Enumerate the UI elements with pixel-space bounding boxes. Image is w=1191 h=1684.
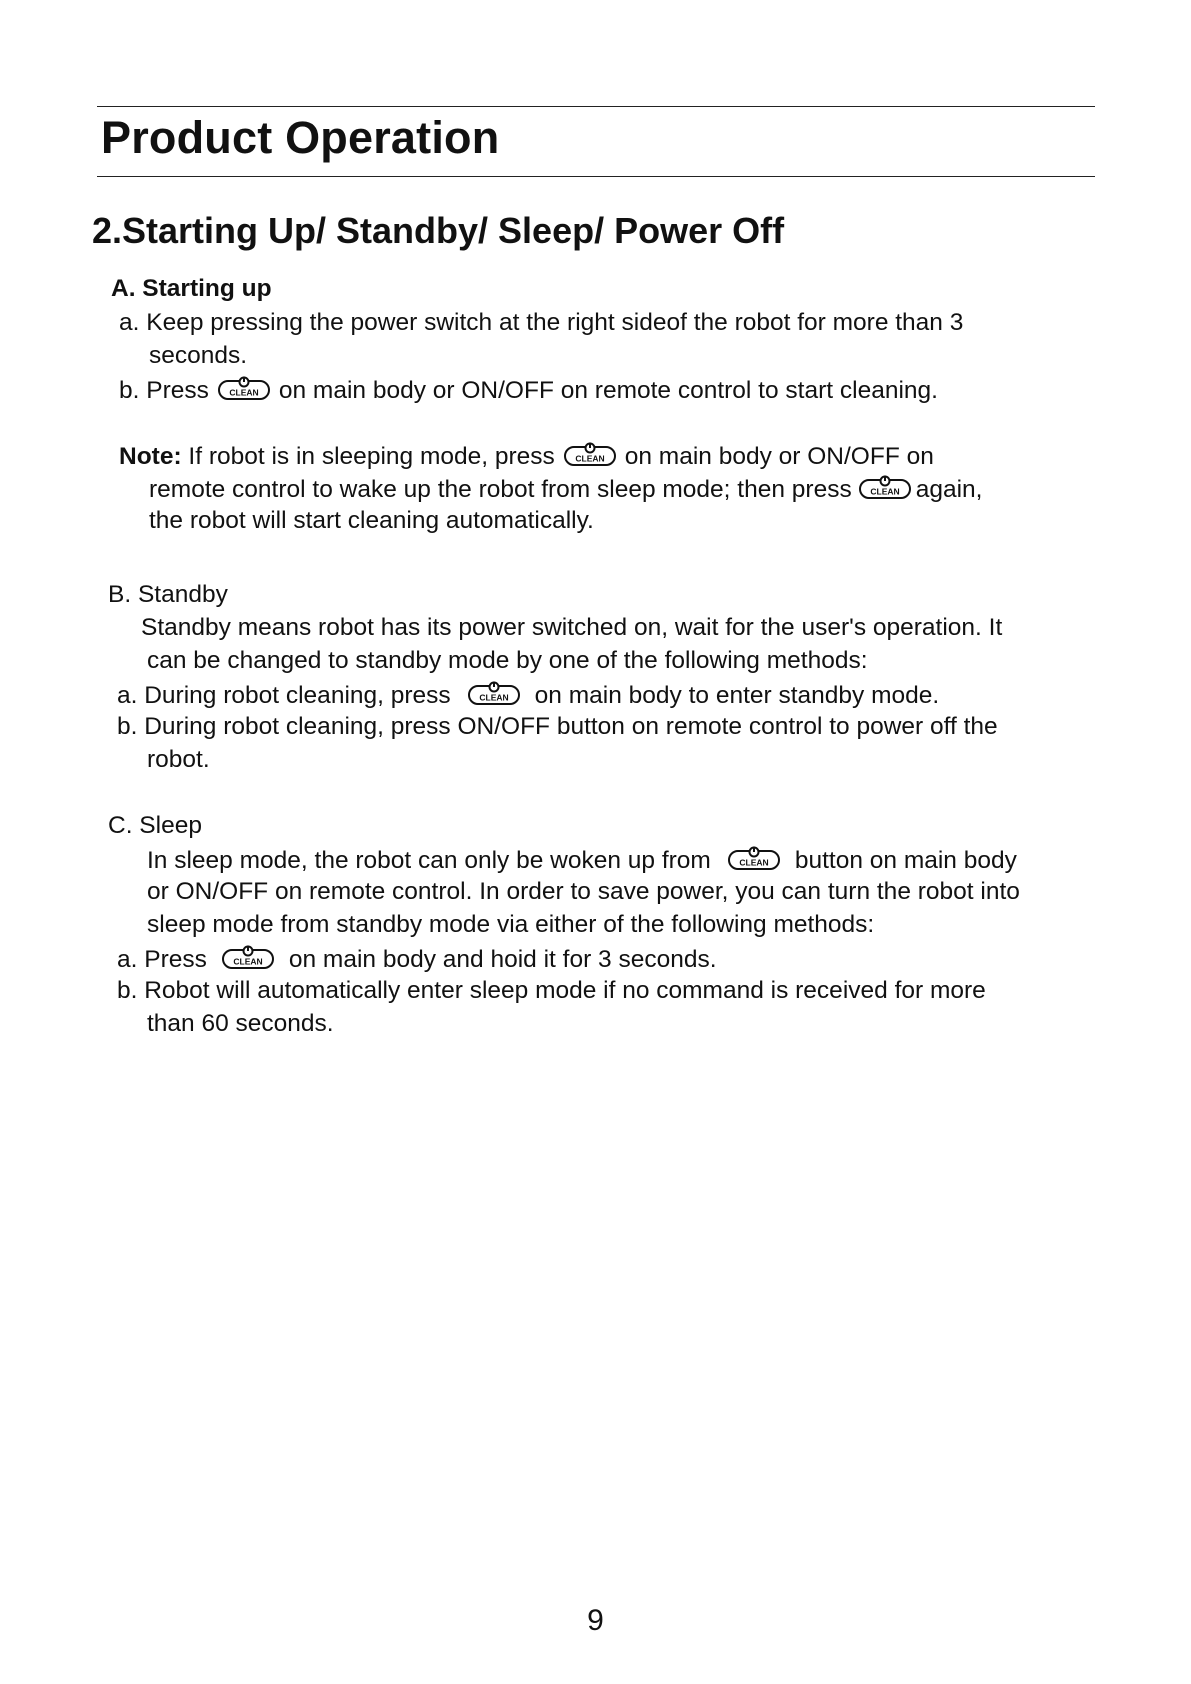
sleep-desc-2: or ON/OFF on remote control. In order to save power, you can turn the robot into [147,878,1020,905]
clean-button-icon [727,844,781,872]
page-number: 9 [587,1604,604,1637]
sleep-desc-1: In sleep mode, the robot can only be woken up from button on main body [147,844,1017,876]
top-rule [97,106,1095,107]
sleep-step-a: a. Press on main body and hoid it for 3 seconds. [117,943,717,975]
note-line-3: the robot will start cleaning automatically. [149,507,594,534]
clean-button-icon [858,473,912,501]
standby-step-a: a. During robot cleaning, press on main body to enter standby mode. [117,679,939,711]
clean-button-icon [221,943,275,971]
page-title: Product Operation [101,112,500,163]
note-label: Note: [119,443,182,470]
standby-step-b: b. During robot cleaning, press ON/OFF button on remote control to power off the [117,713,998,740]
title-underline [97,176,1095,177]
clean-button-icon [563,440,617,468]
clean-button-icon [217,374,271,402]
starting-up-step-a-cont: seconds. [149,342,248,369]
standby-desc-2: can be changed to standby mode by one of the following methods: [147,647,868,674]
starting-up-heading: A. Starting up [111,275,272,302]
starting-up-step-b: b. Press on main body or ON/OFF on remote control to start cleaning. [119,374,938,406]
note-line-1: Note: If robot is in sleeping mode, press on main body or ON/OFF on [119,440,934,472]
sleep-heading: C. Sleep [108,812,202,839]
sleep-step-b: b. Robot will automatically enter sleep mode if no command is received for more [117,977,986,1004]
clean-button-icon [467,679,521,707]
standby-heading: B. Standby [108,581,228,608]
standby-desc-1: Standby means robot has its power switched on, wait for the user's operation. It [141,614,1003,641]
note-line-2: remote control to wake up the robot from sleep mode; then press again, [149,473,982,505]
standby-step-b-cont: robot. [147,746,210,773]
sleep-step-b-cont: than 60 seconds. [147,1010,334,1037]
section-title: 2.Starting Up/ Standby/ Sleep/ Power Off [92,210,785,251]
sleep-desc-3: sleep mode from standby mode via either of the following methods: [147,911,875,938]
starting-up-step-a: a. Keep pressing the power switch at the right sideof the robot for more than 3 [119,309,964,336]
